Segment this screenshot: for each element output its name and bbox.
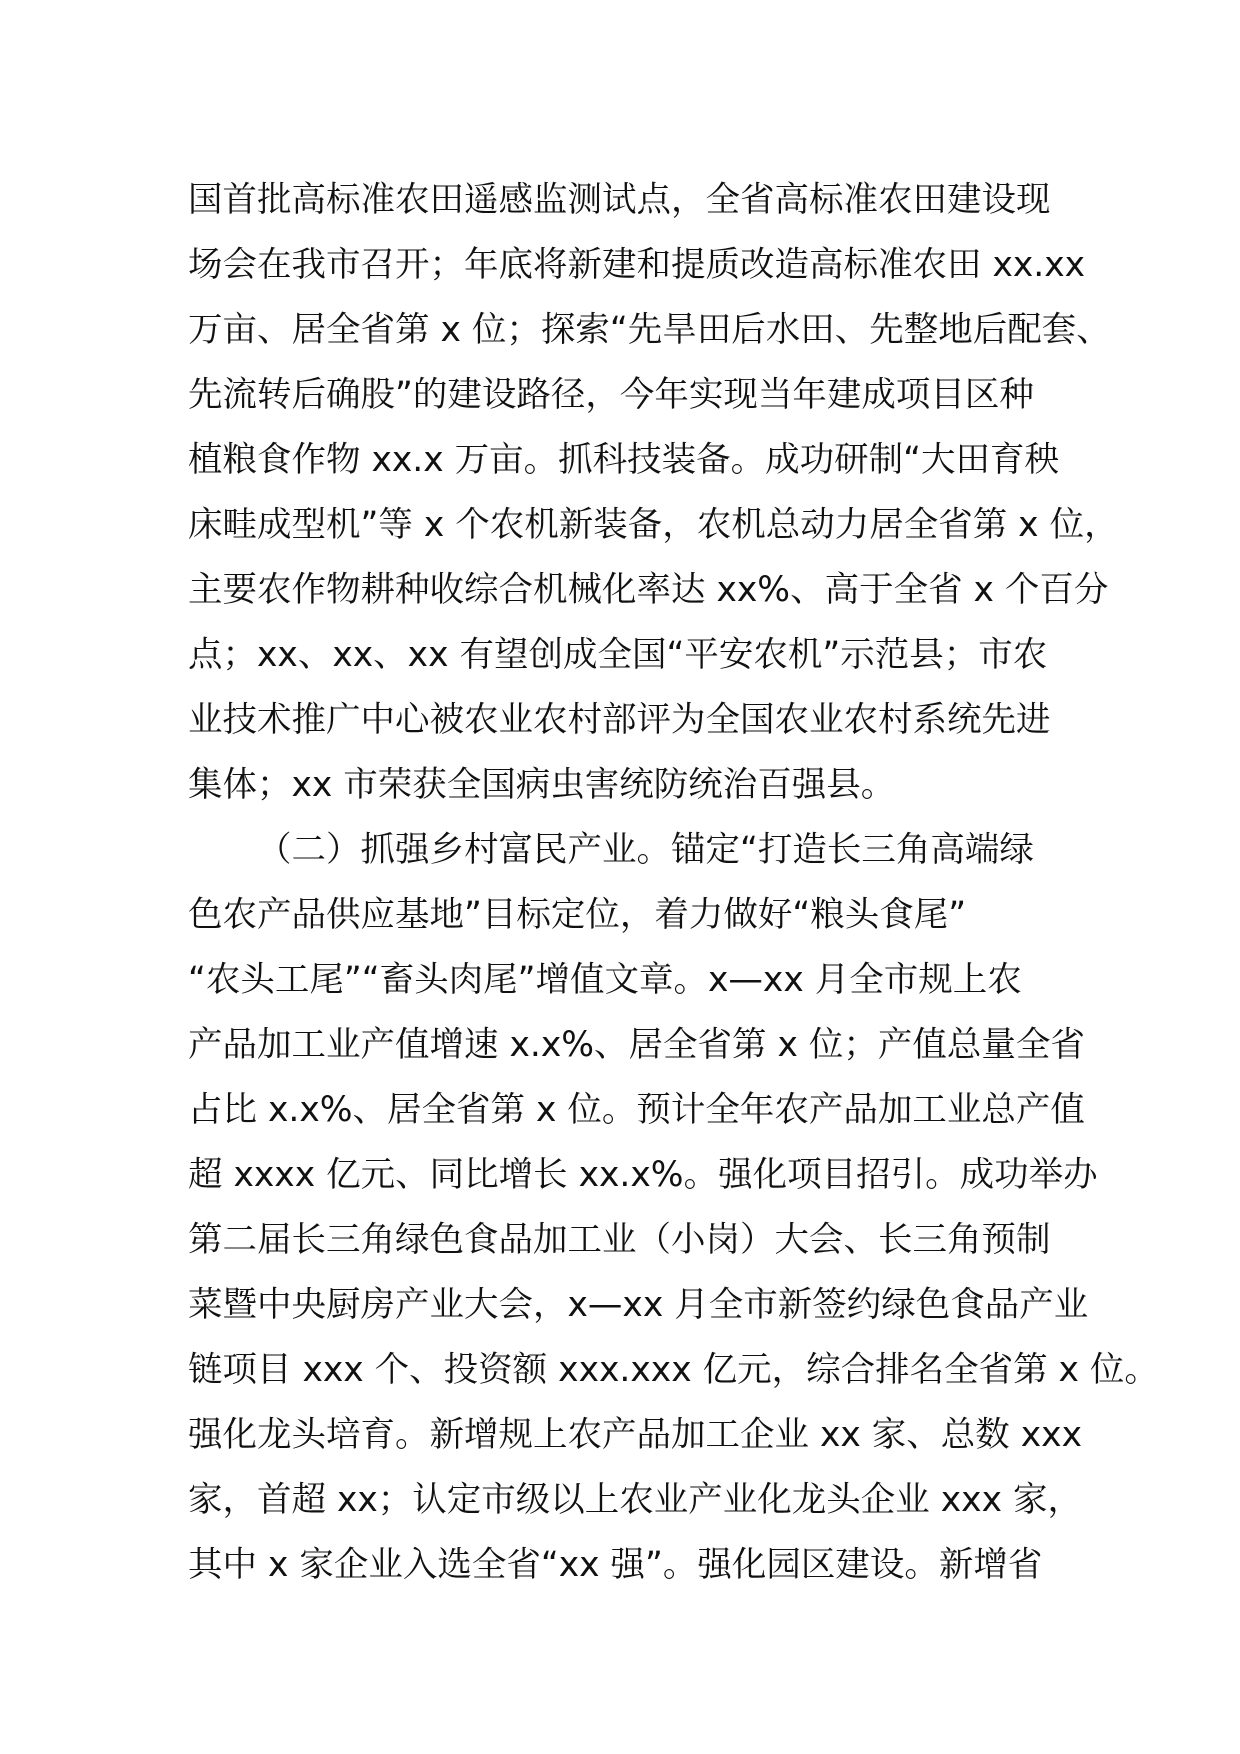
- text-line: 链项目 xxx 个、投资额 xxx.xxx 亿元，综合排名全省第 x 位。: [188, 1350, 1159, 1390]
- text-line: 占比 x.x%、居全省第 x 位。预计全年农产品加工业总产值: [188, 1090, 1085, 1130]
- section-heading-line: （二）抓强乡村富民产业。锚定“打造长三角高端绿: [257, 830, 1034, 870]
- text-line: 点；xx、xx、xx 有望创成全国“平安农机”示范县；市农: [188, 635, 1048, 675]
- text-line: 主要农作物耕种收综合机械化率达 xx%、高于全省 x 个百分: [188, 570, 1109, 610]
- text-line: 第二届长三角绿色食品加工业（小岗）大会、长三角预制: [188, 1220, 1051, 1260]
- text-line: 色农产品供应基地”目标定位，着力做好“粮头食尾”: [188, 895, 967, 935]
- text-line: 集体；xx 市荣获全国病虫害统防统治百强县。: [188, 765, 896, 805]
- text-line: 超 xxxx 亿元、同比增长 xx.x%。强化项目招引。成功举办: [188, 1155, 1098, 1195]
- text-line: 植粮食作物 xx.x 万亩。抓科技装备。成功研制“大田育秧: [188, 440, 1060, 480]
- text-line: 产品加工业产值增速 x.x%、居全省第 x 位；产值总量全省: [188, 1025, 1085, 1065]
- text-line: “农头工尾”“畜头肉尾”增值文章。x—xx 月全市规上农: [188, 960, 1022, 1000]
- text-line: 业技术推广中心被农业农村部评为全国农业农村系统先进: [188, 700, 1051, 740]
- text-line: 场会在我市召开；年底将新建和提质改造高标准农田 xx.xx: [188, 245, 1086, 285]
- text-line: 先流转后确股”的建设路径，今年实现当年建成项目区种: [188, 375, 1034, 415]
- text-line: 其中 x 家企业入选全省“xx 强”。强化园区建设。新增省: [188, 1545, 1043, 1585]
- body-text: [188, 168, 1159, 1598]
- text-line: 床畦成型机”等 x 个农机新装备，农机总动力居全省第 x 位，: [188, 505, 1119, 545]
- text-line: 万亩、居全省第 x 位；探索“先旱田后水田、先整地后配套、: [188, 310, 1111, 350]
- text-line: 菜暨中央厨房产业大会，x—xx 月全市新签约绿色食品产业: [188, 1285, 1089, 1325]
- text-line: 强化龙头培育。新增规上农产品加工企业 xx 家、总数 xxx: [188, 1415, 1082, 1455]
- text-line: 国首批高标准农田遥感监测试点，全省高标准农田建设现: [188, 180, 1051, 220]
- text-line: 家，首超 xx；认定市级以上农业产业化龙头企业 xxx 家，: [188, 1480, 1082, 1520]
